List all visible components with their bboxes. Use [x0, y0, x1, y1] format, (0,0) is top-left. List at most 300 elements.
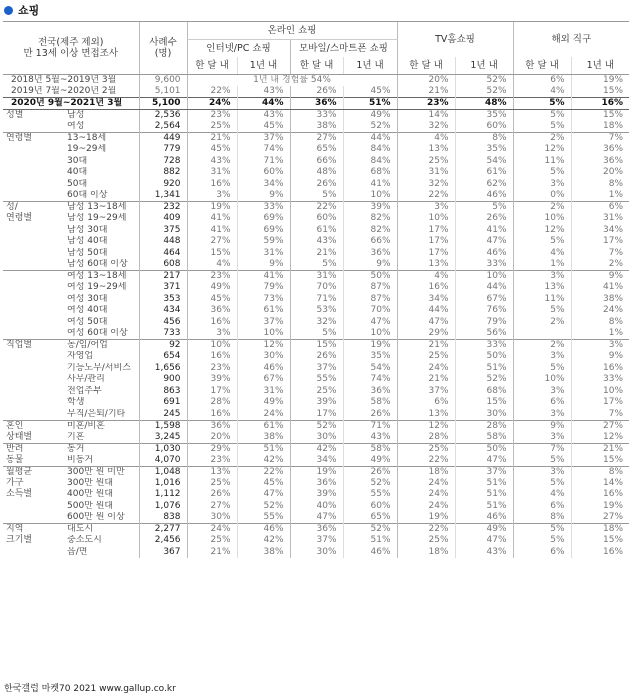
value-cell: 8%: [571, 317, 629, 329]
sample-cell: 5,101: [139, 86, 187, 98]
value-cell: 10%: [187, 340, 237, 352]
value-cell: 16%: [571, 489, 629, 501]
value-cell: 46%: [455, 248, 513, 260]
tv-month-header: 한 달 내: [397, 57, 455, 75]
row-label: 동거: [59, 443, 139, 455]
row-label: 무직/은퇴/기타: [67, 408, 126, 419]
section-title-text: 쇼핑: [18, 4, 40, 17]
row-label: 비동거: [67, 454, 94, 465]
row-label: 13~18세: [59, 133, 139, 145]
value-cell: [513, 328, 571, 340]
table-row: [3, 386, 629, 398]
row-label: 30대: [67, 155, 88, 166]
value-cell: 4%: [513, 489, 571, 501]
overseas-header: 해외 직구: [513, 22, 629, 57]
table-row: [3, 110, 629, 122]
value-cell: 47%: [455, 236, 513, 248]
value-cell: 55%: [237, 512, 290, 524]
value-cell: 12%: [513, 144, 571, 156]
group-label: [3, 420, 59, 443]
value-cell: 5%: [513, 98, 571, 110]
value-cell: 12%: [513, 225, 571, 237]
value-cell: 21%: [187, 547, 237, 559]
value-cell: 51%: [455, 363, 513, 375]
online-header: 온라인 쇼핑: [187, 22, 397, 40]
group-label-line: 가구: [6, 477, 24, 488]
value-cell: 34%: [397, 294, 455, 306]
sample-cell: 1,030: [139, 443, 187, 455]
value-cell: 26%: [290, 86, 343, 98]
value-cell: 43%: [237, 110, 290, 122]
value-cell: 87%: [343, 294, 397, 306]
value-cell: 49%: [343, 110, 397, 122]
value-cell: 37%: [290, 535, 343, 547]
value-cell: 32%: [397, 179, 455, 191]
value-cell: 6%: [513, 397, 571, 409]
value-cell: 4%: [397, 271, 455, 283]
value-cell: 23%: [397, 98, 455, 110]
value-cell: 22%: [290, 202, 343, 214]
value-cell: 5%: [513, 110, 571, 122]
row-label: 여성 60대 이상: [67, 328, 128, 338]
value-cell: 13%: [397, 144, 455, 156]
value-cell: 19%: [343, 340, 397, 352]
value-cell: 9%: [237, 190, 290, 202]
row-label: 남성 19~29세: [67, 213, 127, 224]
value-cell: 67%: [455, 294, 513, 306]
value-cell: 39%: [290, 397, 343, 409]
value-cell: 25%: [187, 478, 237, 490]
value-cell: 31%: [397, 167, 455, 179]
value-cell: 5%: [513, 478, 571, 490]
value-cell: 2%: [513, 340, 571, 352]
group-label: [3, 271, 59, 340]
value-cell: 17%: [290, 409, 343, 421]
value-cell: 36%: [187, 420, 237, 432]
value-cell: 22%: [397, 190, 455, 202]
value-cell: 33%: [455, 340, 513, 352]
value-cell: 9%: [571, 351, 629, 363]
value-cell: 45%: [187, 294, 237, 306]
value-cell: 16%: [187, 409, 237, 421]
value-cell: 17%: [397, 225, 455, 237]
table-row: [3, 156, 629, 168]
value-cell: 24%: [237, 409, 290, 421]
value-cell: 5%: [455, 202, 513, 214]
value-cell: 25%: [187, 535, 237, 547]
value-cell: 16%: [571, 363, 629, 375]
value-cell: 16%: [187, 317, 237, 329]
group-label-line: 혼인: [6, 420, 24, 431]
value-cell: 36%: [290, 524, 343, 536]
value-cell: 6%: [397, 397, 455, 409]
value-cell: 21%: [397, 374, 455, 386]
value-cell: 67%: [237, 374, 290, 386]
row-label: 남성 30대: [67, 224, 108, 235]
value-cell: 25%: [397, 535, 455, 547]
overseas-month-header: 한 달 내: [513, 57, 571, 75]
value-cell: 24%: [187, 524, 237, 536]
value-cell: 45%: [237, 121, 290, 133]
value-cell: 51%: [237, 443, 290, 455]
value-cell: 29%: [397, 328, 455, 340]
value-cell: 39%: [290, 489, 343, 501]
sample-cell: 464: [139, 248, 187, 260]
value-cell: 47%: [237, 489, 290, 501]
value-cell: 10%: [397, 213, 455, 225]
row-label: 남성 60대 이상: [67, 259, 128, 269]
sample-cell: 9,600: [139, 75, 187, 87]
sample-cell: 1,076: [139, 501, 187, 513]
table-row: [3, 409, 629, 421]
value-cell: 79%: [237, 282, 290, 294]
value-cell: 15%: [571, 110, 629, 122]
value-cell: 36%: [290, 478, 343, 490]
value-cell: 25%: [290, 386, 343, 398]
value-cell: 44%: [397, 305, 455, 317]
value-cell: 42%: [237, 455, 290, 467]
table-row: [3, 351, 629, 363]
value-cell: 24%: [397, 489, 455, 501]
value-cell: 24%: [397, 478, 455, 490]
value-cell: 52%: [343, 524, 397, 536]
value-cell: 44%: [237, 98, 290, 110]
sample-cell: 4,070: [139, 455, 187, 467]
table-row: [3, 420, 629, 432]
value-cell: 19%: [290, 466, 343, 478]
value-cell: 84%: [343, 156, 397, 168]
row-label: 기혼: [67, 431, 85, 442]
value-cell: 17%: [571, 236, 629, 248]
table-row: [3, 363, 629, 375]
value-cell: 47%: [343, 317, 397, 329]
value-cell: 56%: [455, 328, 513, 340]
value-cell: 68%: [455, 386, 513, 398]
value-cell: 51%: [455, 489, 513, 501]
value-cell: 3%: [513, 351, 571, 363]
value-cell: 24%: [397, 501, 455, 513]
value-cell: 61%: [237, 420, 290, 432]
value-cell: 24%: [397, 363, 455, 375]
value-cell: 5%: [513, 167, 571, 179]
row-label: 여성 13~18세: [59, 271, 139, 283]
value-cell: 15%: [187, 248, 237, 260]
period-label: 2018년 5월~2019년 3월: [11, 75, 117, 85]
value-cell: 46%: [455, 512, 513, 524]
sample-cell: 733: [139, 328, 187, 340]
row-label: 400만 원대: [67, 489, 114, 500]
value-cell: 1%: [571, 190, 629, 202]
value-cell: 36%: [343, 386, 397, 398]
value-cell: 6%: [513, 75, 571, 87]
value-cell: 12%: [397, 420, 455, 432]
row-label: 300만 원대: [67, 477, 114, 488]
value-cell: 52%: [343, 121, 397, 133]
table-row: [3, 397, 629, 409]
value-cell: 21%: [571, 443, 629, 455]
value-cell: 5%: [290, 190, 343, 202]
value-cell: 7%: [571, 409, 629, 421]
value-cell: 18%: [571, 121, 629, 133]
row-label: 학생: [67, 397, 85, 408]
value-cell: 34%: [290, 455, 343, 467]
online-span-cell: 1년 내 경험률 54%: [187, 75, 397, 87]
value-cell: 24%: [571, 305, 629, 317]
sample-cell: 5,100: [139, 98, 187, 110]
total-row: [3, 98, 629, 110]
value-cell: 62%: [455, 179, 513, 191]
table-row: [3, 524, 629, 536]
value-cell: 51%: [455, 478, 513, 490]
value-cell: 49%: [455, 524, 513, 536]
value-cell: 26%: [290, 351, 343, 363]
sample-cell: 409: [139, 213, 187, 225]
value-cell: 17%: [187, 386, 237, 398]
row-label: 읍/면: [67, 546, 88, 557]
value-cell: 15%: [571, 455, 629, 467]
table-row: [3, 282, 629, 294]
sample-cell: 245: [139, 409, 187, 421]
value-cell: 31%: [290, 271, 343, 283]
value-cell: 52%: [455, 75, 513, 87]
sample-cell: 3,245: [139, 432, 187, 444]
table-row: [3, 512, 629, 524]
value-cell: 30%: [290, 547, 343, 559]
value-cell: 58%: [455, 432, 513, 444]
sample-cell: 375: [139, 225, 187, 237]
table-row: [3, 133, 629, 145]
sample-cell: 779: [139, 144, 187, 156]
value-cell: 46%: [455, 190, 513, 202]
value-cell: 82%: [343, 213, 397, 225]
value-cell: 45%: [343, 86, 397, 98]
value-cell: 50%: [455, 351, 513, 363]
value-cell: 69%: [237, 213, 290, 225]
group-label-line: 동물: [6, 454, 24, 465]
corner-header: [3, 22, 139, 75]
group-label: [3, 443, 59, 466]
sample-cell: 691: [139, 397, 187, 409]
value-cell: 13%: [187, 466, 237, 478]
value-cell: 13%: [397, 259, 455, 271]
value-cell: 60%: [237, 167, 290, 179]
row-label: 여성: [67, 121, 85, 131]
value-cell: 26%: [343, 466, 397, 478]
row-label: 여성 40대: [67, 305, 108, 316]
value-cell: 24%: [187, 98, 237, 110]
value-cell: 41%: [343, 179, 397, 191]
value-cell: 4%: [513, 248, 571, 260]
group-label: [3, 466, 59, 524]
sample-cell: 882: [139, 167, 187, 179]
value-cell: 3%: [187, 328, 237, 340]
value-cell: 10%: [455, 271, 513, 283]
value-cell: 58%: [343, 397, 397, 409]
table-row: [3, 478, 629, 490]
value-cell: 38%: [237, 547, 290, 559]
table-row: [3, 432, 629, 444]
value-cell: 70%: [290, 282, 343, 294]
value-cell: 66%: [290, 156, 343, 168]
value-cell: 20%: [397, 75, 455, 87]
value-cell: 26%: [343, 409, 397, 421]
table-row: [3, 328, 629, 340]
value-cell: 26%: [455, 213, 513, 225]
value-cell: 51%: [455, 501, 513, 513]
value-cell: 5%: [513, 535, 571, 547]
value-cell: 66%: [343, 236, 397, 248]
value-cell: 49%: [237, 397, 290, 409]
value-cell: 19%: [397, 512, 455, 524]
sample-cell: 371: [139, 282, 187, 294]
value-cell: 74%: [343, 374, 397, 386]
value-cell: 22%: [187, 86, 237, 98]
value-cell: 5%: [513, 455, 571, 467]
value-cell: 41%: [571, 282, 629, 294]
value-cell: 11%: [513, 156, 571, 168]
value-cell: 37%: [237, 317, 290, 329]
value-cell: 48%: [455, 98, 513, 110]
sample-cell: 217: [139, 271, 187, 283]
group-label-line: 성별: [6, 110, 24, 120]
group-label: [3, 340, 59, 421]
group-label-line: 성/: [6, 202, 18, 212]
group-label: [3, 524, 59, 559]
mobile-header: 모바일/스마트폰 쇼핑: [290, 40, 397, 57]
value-cell: 52%: [237, 501, 290, 513]
value-cell: 20%: [187, 432, 237, 444]
value-cell: 16%: [397, 282, 455, 294]
table-row: [3, 121, 629, 133]
value-cell: 52%: [343, 478, 397, 490]
row-label: 남성: [59, 110, 139, 122]
value-cell: 7%: [513, 443, 571, 455]
value-cell: 31%: [237, 386, 290, 398]
value-cell: 44%: [455, 282, 513, 294]
value-cell: 51%: [343, 98, 397, 110]
value-cell: 3%: [513, 466, 571, 478]
value-cell: 29%: [187, 443, 237, 455]
value-cell: 18%: [397, 466, 455, 478]
table-row: [3, 374, 629, 386]
sample-line-2: (명): [154, 48, 172, 59]
value-cell: 11%: [513, 294, 571, 306]
value-cell: 76%: [455, 305, 513, 317]
value-cell: 60%: [290, 213, 343, 225]
row-label: 여성 30대: [67, 293, 108, 304]
value-cell: 41%: [455, 225, 513, 237]
value-cell: 31%: [571, 213, 629, 225]
sample-cell: 863: [139, 386, 187, 398]
value-cell: 4%: [513, 86, 571, 98]
value-cell: 43%: [290, 236, 343, 248]
value-cell: 18%: [571, 524, 629, 536]
value-cell: 0%: [513, 190, 571, 202]
value-cell: 32%: [290, 317, 343, 329]
value-cell: 3%: [513, 409, 571, 421]
value-cell: 46%: [237, 524, 290, 536]
value-cell: 3%: [513, 271, 571, 283]
value-cell: 25%: [397, 351, 455, 363]
value-cell: 8%: [455, 133, 513, 145]
value-cell: 71%: [237, 156, 290, 168]
value-cell: 9%: [571, 271, 629, 283]
value-cell: 26%: [290, 179, 343, 191]
value-cell: 41%: [187, 225, 237, 237]
row-label: 남성 13~18세: [59, 202, 139, 214]
row-label: 농/임/어업: [59, 340, 139, 352]
group-label: [3, 202, 59, 271]
mobile-year-header: 1년 내: [343, 57, 397, 75]
value-cell: 15%: [455, 397, 513, 409]
table-row: [3, 213, 629, 225]
value-cell: 19%: [571, 501, 629, 513]
value-cell: 6%: [513, 501, 571, 513]
table-row: [3, 317, 629, 329]
value-cell: 55%: [343, 489, 397, 501]
row-label: 여성 19~29세: [67, 282, 127, 293]
overseas-year-header: 1년 내: [571, 57, 629, 75]
value-cell: 16%: [187, 179, 237, 191]
value-cell: 14%: [397, 110, 455, 122]
value-cell: 2%: [513, 202, 571, 214]
sample-cell: 449: [139, 133, 187, 145]
row-label: 자영업: [67, 351, 94, 362]
value-cell: 36%: [571, 144, 629, 156]
sample-cell: 1,656: [139, 363, 187, 375]
value-cell: 2%: [571, 259, 629, 271]
value-cell: 35%: [343, 351, 397, 363]
value-cell: 23%: [187, 363, 237, 375]
sample-cell: 456: [139, 317, 187, 329]
value-cell: 3%: [513, 386, 571, 398]
value-cell: 28%: [455, 420, 513, 432]
row-label: 기능노무/서비스: [67, 362, 131, 373]
value-cell: 21%: [397, 340, 455, 352]
value-cell: 43%: [237, 86, 290, 98]
table-row: [3, 236, 629, 248]
tv-header: TV홈쇼핑: [397, 22, 513, 57]
value-cell: 38%: [290, 121, 343, 133]
value-cell: 26%: [187, 489, 237, 501]
value-cell: 30%: [455, 409, 513, 421]
sample-cell: 728: [139, 156, 187, 168]
row-label: 남성 50대: [67, 247, 108, 258]
value-cell: 16%: [571, 547, 629, 559]
table-row: [3, 202, 629, 214]
value-cell: 36%: [187, 305, 237, 317]
sample-cell: 92: [139, 340, 187, 352]
group-label-line: 월평균: [6, 466, 33, 477]
value-cell: 10%: [513, 213, 571, 225]
value-cell: 7%: [571, 248, 629, 260]
value-cell: 23%: [187, 110, 237, 122]
value-cell: 25%: [397, 443, 455, 455]
table-row: [3, 167, 629, 179]
value-cell: 5%: [290, 328, 343, 340]
group-label-line: 직업별: [6, 340, 33, 350]
row-label: 남성 40대: [67, 236, 108, 247]
value-cell: 52%: [455, 86, 513, 98]
value-cell: 46%: [237, 363, 290, 375]
pc-year-header: 1년 내: [237, 57, 290, 75]
value-cell: 45%: [237, 478, 290, 490]
mobile-month-header: 한 달 내: [290, 57, 343, 75]
table-row: [3, 144, 629, 156]
value-cell: 42%: [237, 535, 290, 547]
value-cell: 5%: [513, 121, 571, 133]
value-cell: 19%: [187, 202, 237, 214]
